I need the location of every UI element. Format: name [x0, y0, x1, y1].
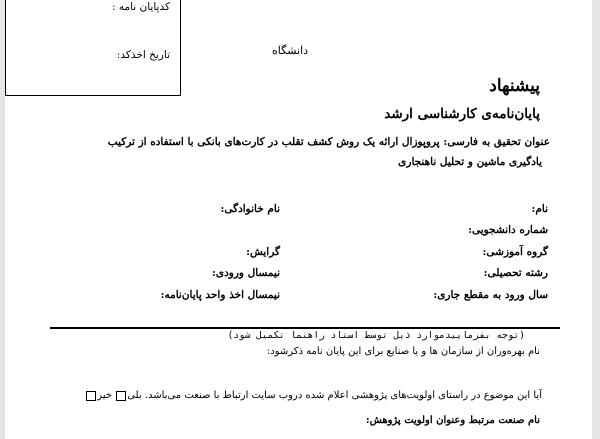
industry-priority-label: نام صنعت مرتبط وعنوان اولویت پژوهش:: [365, 415, 540, 426]
section-divider: [50, 327, 560, 329]
research-subject-line1: عنوان تحقیق به فارسی: پروپوزال ارائه یک روش کشف تقلب در کارت‌های بانکی با استفاده از ترکیب: [107, 136, 550, 148]
priority-question-label: آیا این موضوع در راستای اولویت‌های پژوهشی اعلام شده دروب سایت ارتباط با صنعت می‌باشد.: [144, 390, 542, 401]
family-name-field-label: نام خانوادگی:: [220, 203, 280, 215]
priority-question-row: [85, 390, 542, 401]
no-checkbox[interactable]: [86, 391, 96, 401]
major-field-label: رشته تحصیلی:: [483, 267, 548, 279]
university-label: دانشگاه: [272, 44, 309, 57]
yes-option-label: بلی: [127, 390, 142, 401]
department-field-label: گروه آموزشی:: [482, 246, 548, 258]
entry-semester-field-label: نیمسال ورودی:: [212, 267, 280, 279]
thesis-code-label: کدپایان نامه :: [111, 1, 170, 13]
student-number-field-label: شماره دانشجویی:: [468, 224, 548, 236]
beneficiaries-label: نام بهره‌وران از سازمان ها و یا صنایع برای این پایان نامه ذکرشود:: [266, 346, 540, 357]
code-box: [5, 0, 181, 96]
supervisor-note: (توجه بفرماییدموارد ذیل توسط استاد راهنما تکمیل شود): [227, 330, 525, 341]
thesis-level-title: پایان‌نامه‌ی کارشناسی ارشد: [384, 106, 540, 122]
yes-checkbox[interactable]: [116, 391, 126, 401]
no-option-label: خیر: [97, 390, 113, 401]
page-edge-right: [592, 0, 600, 439]
research-subject-line2: یادگیری ماشین و تحلیل ناهنجاری: [398, 156, 542, 168]
orientation-field-label: گرایش:: [246, 246, 280, 258]
entry-year-field-label: سال ورود به مقطع جاری:: [433, 289, 548, 301]
thesis-semester-field-label: نیمسال اخذ واحد پایان‌نامه:: [160, 289, 280, 301]
name-field-label: نام:: [531, 203, 548, 215]
code-date-label: تاریخ اخذکد:: [116, 49, 170, 61]
proposal-title: پیشنهاد: [489, 76, 540, 96]
